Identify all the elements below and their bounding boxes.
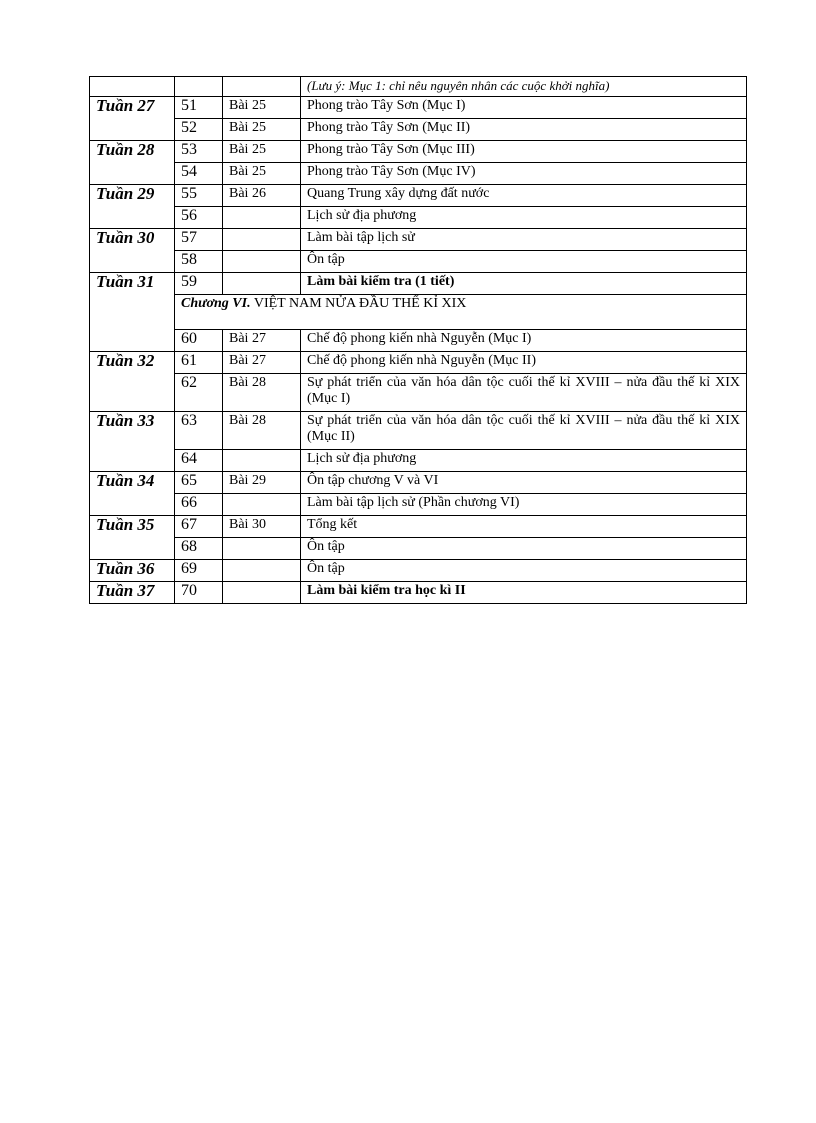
lesson-number [223,273,301,295]
lesson-content: Sự phát triển của văn hóa dân tộc cuối thế kỉ XVIII – nửa đầu thế kỉ XIX (Mục I) [301,374,747,412]
lesson-number: Bài 25 [223,141,301,163]
period-number: 51 [175,97,223,119]
period-number: 62 [175,374,223,412]
lesson-content: Lịch sử địa phương [301,207,747,229]
lesson-content: Làm bài tập lịch sử [301,229,747,251]
lesson-content: Ôn tập [301,538,747,560]
table-row [90,163,747,185]
week-label: Tuần 27 [90,97,175,141]
period-number: 55 [175,185,223,207]
lesson-number [223,450,301,472]
lesson-number [223,207,301,229]
lesson-cell [223,77,301,97]
period-number: 64 [175,450,223,472]
period-number: 69 [175,560,223,582]
table-row [90,141,747,163]
lesson-content: Phong trào Tây Sơn (Mục I) [301,97,747,119]
chapter-row [90,295,747,330]
table-row [90,273,747,295]
lesson-content: Quang Trung xây dựng đất nước [301,185,747,207]
table-row [90,450,747,472]
lesson-number: Bài 26 [223,185,301,207]
period-number: 57 [175,229,223,251]
lesson-number: Bài 29 [223,472,301,494]
table-row [90,97,747,119]
period-number: 65 [175,472,223,494]
table-row [90,207,747,229]
note-text: (Lưu ý: Mục 1: chỉ nêu nguyên nhân các cuộc khởi nghĩa) [301,77,747,97]
table-row [90,538,747,560]
table-row [90,516,747,538]
week-label: Tuần 30 [90,229,175,273]
period-number: 54 [175,163,223,185]
period-number: 53 [175,141,223,163]
period-number: 58 [175,251,223,273]
lesson-content: Ôn tập chương V và VI [301,472,747,494]
lesson-content: Chế độ phong kiến nhà Nguyễn (Mục II) [301,352,747,374]
period-number: 63 [175,412,223,450]
chapter-heading [175,295,747,330]
table-row [90,412,747,450]
week-label: Tuần 28 [90,141,175,185]
week-label: Tuần 35 [90,516,175,560]
lesson-number [223,582,301,604]
period-number: 66 [175,494,223,516]
period-number: 60 [175,330,223,352]
table-row [90,330,747,352]
lesson-content: Làm bài tập lịch sử (Phần chương VI) [301,494,747,516]
period-number: 67 [175,516,223,538]
week-label: Tuần 32 [90,352,175,412]
period-cell [175,77,223,97]
table-row [90,560,747,582]
table-row [90,352,747,374]
week-cell [90,77,175,97]
period-number: 70 [175,582,223,604]
lesson-content: Tổng kết [301,516,747,538]
lesson-number: Bài 30 [223,516,301,538]
lesson-content: Ôn tập [301,560,747,582]
lesson-number: Bài 25 [223,119,301,141]
lesson-number [223,494,301,516]
table-row [90,374,747,412]
lesson-number: Bài 27 [223,352,301,374]
week-label: Tuần 34 [90,472,175,516]
table-row [90,229,747,251]
lesson-number [223,538,301,560]
table-row [90,582,747,604]
lesson-number [223,251,301,273]
lesson-number [223,560,301,582]
week-label: Tuần 37 [90,582,175,604]
period-number: 56 [175,207,223,229]
period-number: 52 [175,119,223,141]
table-row [90,494,747,516]
week-label: Tuần 31 [90,273,175,352]
lesson-content: Chế độ phong kiến nhà Nguyễn (Mục I) [301,330,747,352]
week-label: Tuần 29 [90,185,175,229]
table-row [90,77,747,97]
lesson-content: Làm bài kiểm tra học kì II [301,582,747,604]
lesson-content: Lịch sử địa phương [301,450,747,472]
lesson-number [223,229,301,251]
week-label: Tuần 36 [90,560,175,582]
table-row [90,119,747,141]
lesson-number: Bài 25 [223,163,301,185]
lesson-content: Phong trào Tây Sơn (Mục II) [301,119,747,141]
period-number: 59 [175,273,223,295]
chapter-prefix: Chương VI. [181,296,251,311]
lesson-schedule-table [89,76,747,604]
period-number: 68 [175,538,223,560]
chapter-title: VIỆT NAM NỬA ĐẦU THẾ KỈ XIX [250,296,467,311]
lesson-number: Bài 28 [223,374,301,412]
lesson-content: Làm bài kiểm tra (1 tiết) [301,273,747,295]
lesson-content: Sự phát triển của văn hóa dân tộc cuối thế kỉ XVIII – nửa đầu thế kỉ XIX (Mục II) [301,412,747,450]
table-row [90,185,747,207]
lesson-number: Bài 25 [223,97,301,119]
table-row [90,251,747,273]
lesson-content: Phong trào Tây Sơn (Mục III) [301,141,747,163]
table-row [90,472,747,494]
lesson-number: Bài 27 [223,330,301,352]
lesson-content: Phong trào Tây Sơn (Mục IV) [301,163,747,185]
period-number: 61 [175,352,223,374]
lesson-number: Bài 28 [223,412,301,450]
lesson-content: Ôn tập [301,251,747,273]
week-label: Tuần 33 [90,412,175,472]
